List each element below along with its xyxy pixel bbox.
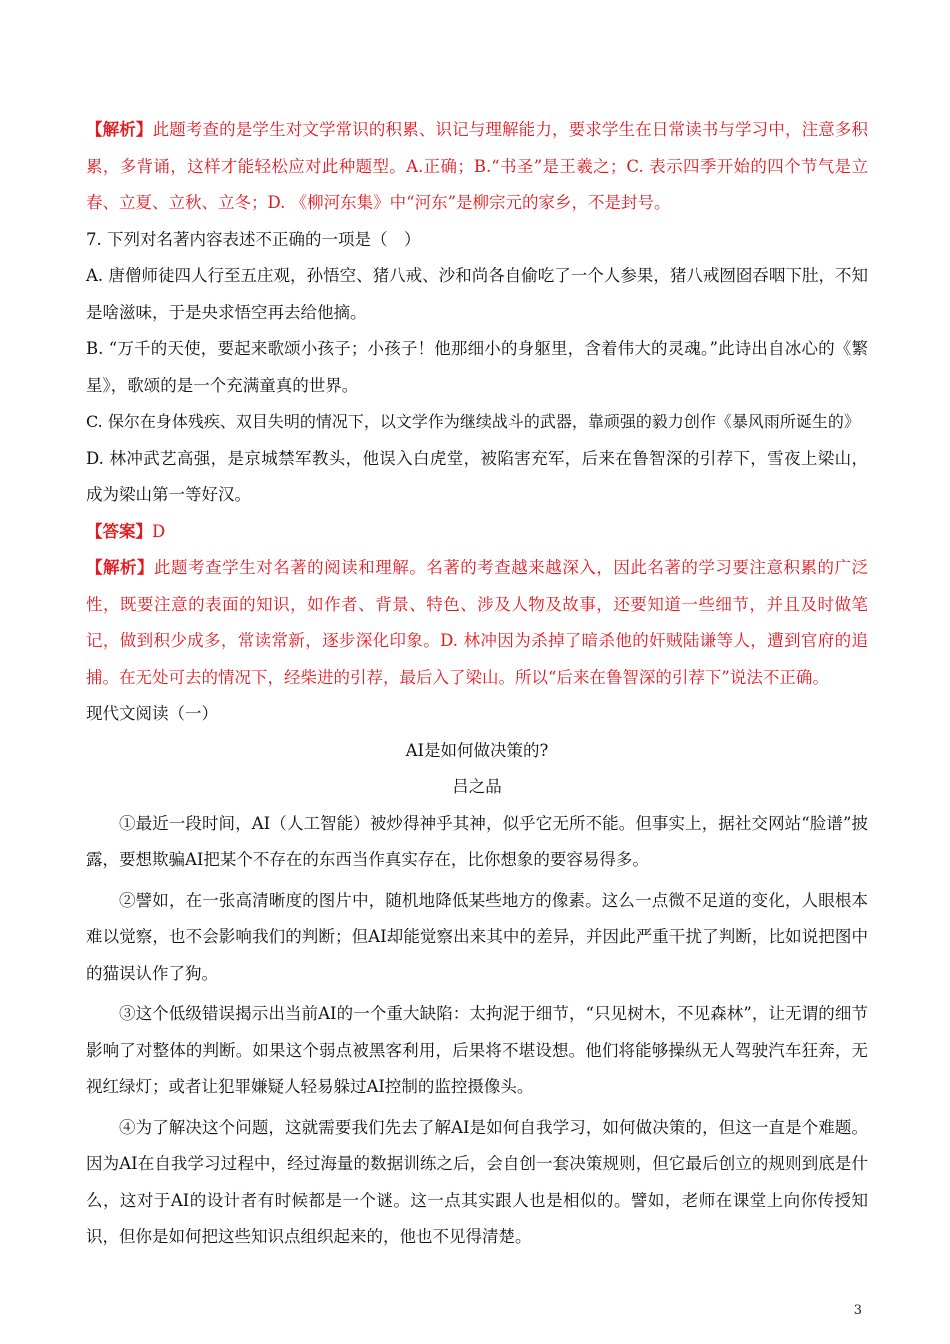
article-paragraph: ④为了解决这个问题，这就需要我们先去了解AI是如何自我学习，如何做决策的，但这一直是个难题。因为AI在自我学习过程中，经过海量的数据训练之后，会自创一套决策规则，但它最后创立的规则到底是什么，这对于AI的设计者有时候都是一个谜。这一点其实跟人也是相似的。譬如，老师在课堂上向你传授知识，但你是如何把这些知识点组织起来的，他也不见得清楚。 — [86, 1117, 868, 1246]
analysis-label: 【解析】 — [86, 558, 155, 577]
q7-analysis — [86, 550, 868, 696]
q7-answer — [86, 514, 868, 551]
answer-label: 【答案】 — [86, 521, 152, 541]
article-paragraph: ③这个低级错误揭示出当前AI的一个重大缺陷：太拘泥于细节，“只见树木，不见森林”，让无谓的细节影响了对整体的判断。如果这个弱点被黑客利用，后果将不堪设想。他们将能够操纵无人驾驶汽车狂奔，无视红绿灯；或者让犯罪嫌疑人轻易躲过AI控制的监控摄像头。 — [86, 1004, 868, 1096]
article-title: AI是如何做决策的? — [405, 740, 549, 760]
q6-analysis — [86, 112, 868, 222]
page-number: 3 — [853, 1303, 862, 1318]
section-heading: 现代文阅读（一） — [86, 704, 218, 723]
q7-option-a: A. 唐僧师徒四人行至五庄观，孙悟空、猪八戒、沙和尚各自偷吃了一个人参果，猪八戒囫囵吞咽下肚，不知是啥滋味，于是央求悟空再去给他摘。 — [86, 266, 868, 322]
analysis-label: 【解析】 — [86, 120, 153, 139]
article-author: 吕之品 — [452, 777, 502, 796]
page-content — [86, 112, 868, 1256]
answer-value: D — [152, 521, 166, 541]
q7-question: 7. 下列对名著内容表述不正确的一项是（ ） — [86, 229, 421, 249]
q7-option-d: D. 林冲武艺高强，是京城禁军教头，他误入白虎堂，被陷害充军，后来在鲁智深的引荐下，雪夜上梁山，成为梁山第一等好汉。 — [86, 448, 868, 504]
q7-option-c: C. 保尔在身体残疾、双目失明的情况下，以文学作为继续战斗的武器，靠顽强的毅力创作《暴风雨所诞生的》 — [86, 412, 860, 431]
analysis-text: 此题考查的是学生对文学常识的积累、识记与理解能力，要求学生在日常读书与学习中，注意多积累，多背诵，这样才能轻松应对此种题型。A.正确；B.“书圣”是王羲之；C. 表示四季开始的四个节气是立春、立夏、立秋、立冬；D. 《柳河东集》中“河东”是柳宗元的家乡，不是封号。 — [86, 120, 869, 212]
q7-option-b: B. “万千的天使，要起来歌颂小孩子；小孩子！他那细小的身躯里，含着伟大的灵魂。”此诗出自冰心的《繁星》，歌颂的是一个充满童真的世界。 — [86, 339, 868, 395]
article-paragraph: ②譬如，在一张高清晰度的图片中，随机地降低某些地方的像素。这么一点微不足道的变化，人眼根本难以觉察，也不会影响我们的判断；但AI却能觉察出来其中的差异，并因此严重干扰了判断，比如说把图中的猫误认作了狗。 — [86, 890, 868, 983]
analysis-text: 此题考查学生对名著的阅读和理解。名著的考查越来越深入，因此名著的学习要注意积累的广泛性，既要注意的表面的知识，如作者、背景、特色、涉及人物及故事，还要知道一些细节，并且及时做笔记，做到积少成多，常读常新，逐步深化印象。D. 林冲因为杀掉了暗杀他的奸贼陆谦等人，遭到官府的追捕。在无处可去的情况下，经柴进的引荐，最后入了梁山。所以“后来在鲁智深的引荐下”说法不正确。 — [86, 558, 869, 687]
article-paragraph: ①最近一段时间，AI（人工智能）被炒得神乎其神，似乎它无所不能。但事实上，据社交网站“脸谱”披露，要想欺骗AI把某个不存在的东西当作真实存在，比你想象的要容易得多。 — [86, 813, 868, 869]
